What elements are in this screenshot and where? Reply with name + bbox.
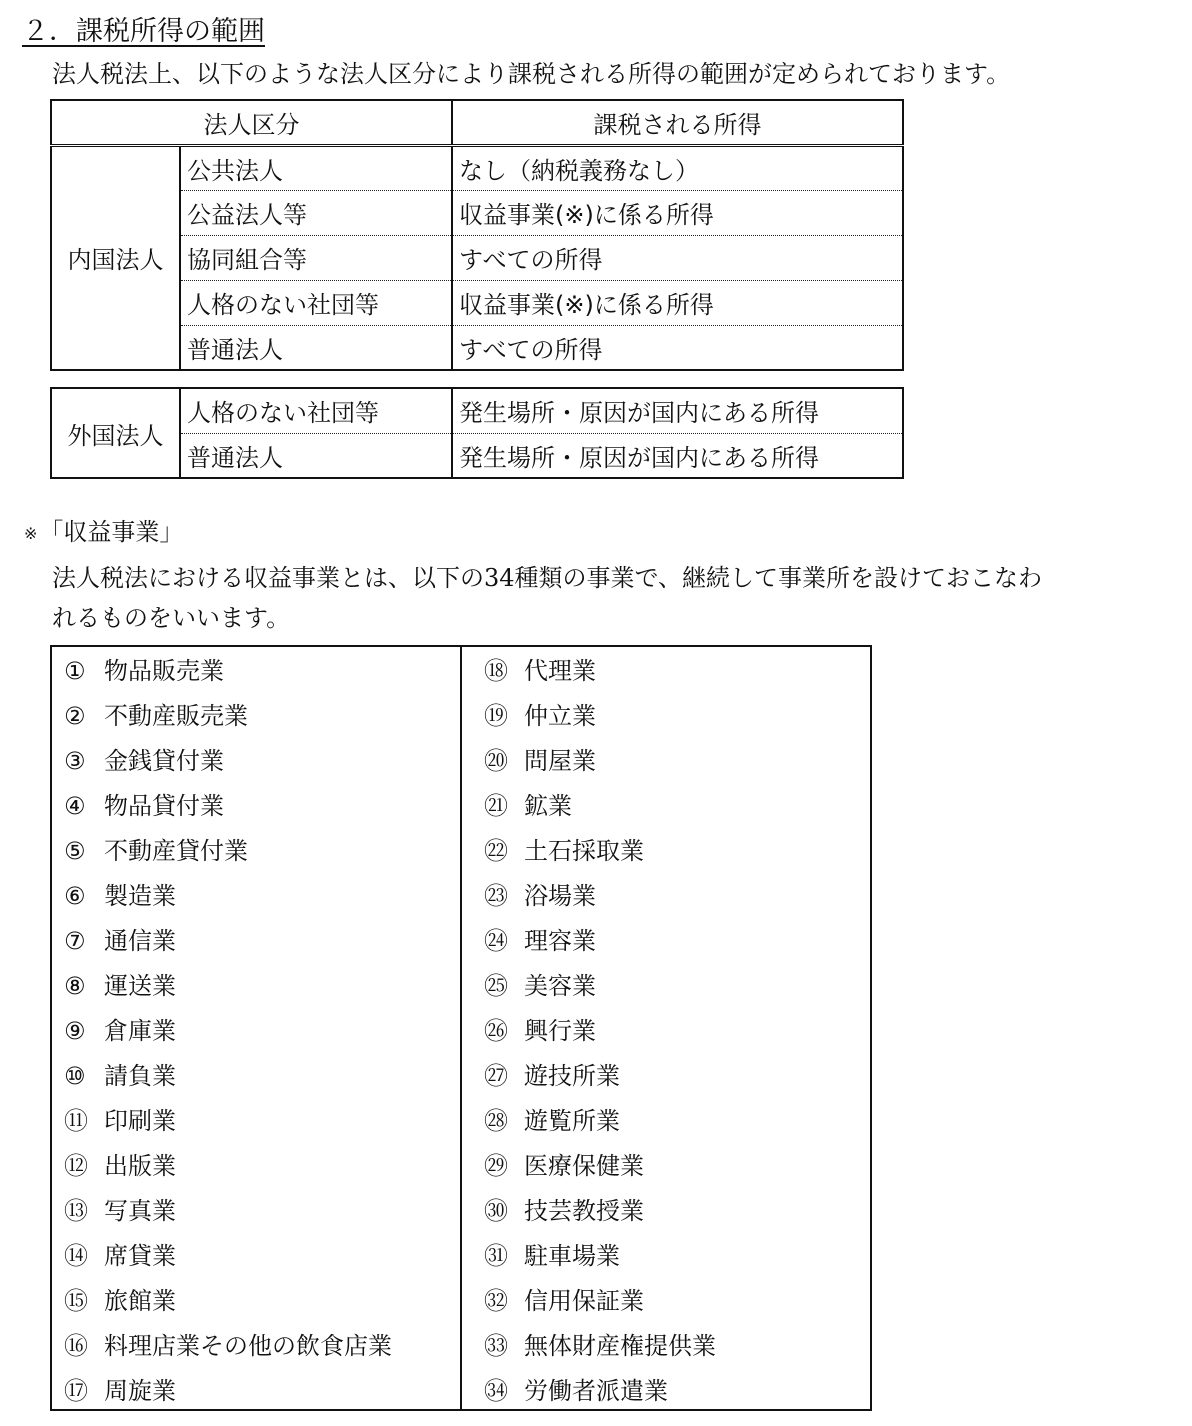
list-item — [484, 1234, 870, 1279]
list-item — [64, 784, 460, 829]
taxable-scope: 収益事業(※)に係る所得 — [452, 280, 903, 325]
list-item-label: 旅館業 — [104, 1287, 176, 1315]
note-title — [24, 514, 183, 552]
list-item-label: 金銭貸付業 — [104, 747, 224, 775]
list-item-number: ㉚ — [484, 1197, 508, 1225]
list-item — [64, 694, 460, 739]
list-item — [64, 1369, 460, 1414]
corporation-type: 普通法人 — [180, 433, 452, 478]
list-item-number: ⑯ — [64, 1332, 88, 1360]
list-item-number: ㉖ — [484, 1017, 508, 1045]
list-item-label: 土石採取業 — [524, 837, 644, 865]
list-item-label: 倉庫業 — [104, 1017, 176, 1045]
list-item — [64, 1189, 460, 1234]
header-classification: 法人区分 — [51, 100, 452, 145]
corporation-type: 人格のない社団等 — [180, 280, 452, 325]
table-header-row — [51, 100, 903, 145]
list-item — [64, 1054, 460, 1099]
list-item-label: 写真業 — [104, 1197, 176, 1225]
list-item-label: 仲立業 — [524, 702, 596, 730]
corporation-type: 公益法人等 — [180, 190, 452, 235]
note-title-text: 「収益事業」 — [39, 518, 184, 546]
list-item — [64, 1279, 460, 1324]
list-item-label: 遊覧所業 — [524, 1107, 620, 1135]
list-item-label: 不動産貸付業 — [104, 837, 248, 865]
list-item — [484, 1144, 870, 1189]
list-item-number: ⑰ — [64, 1377, 88, 1405]
list-item-number: ㉞ — [484, 1377, 508, 1405]
list-item-label: 労働者派遣業 — [524, 1377, 668, 1405]
list-item-label: 技芸教授業 — [524, 1197, 644, 1225]
foreign-corporation-table — [50, 387, 904, 479]
list-item-number: ⑥ — [64, 882, 86, 910]
list-item — [484, 1324, 870, 1369]
list-item-label: 浴場業 — [524, 882, 596, 910]
list-item — [484, 1099, 870, 1144]
list-item-label: 鉱業 — [524, 792, 572, 820]
list-item-number: ⑦ — [64, 927, 86, 955]
list-item-number: ⑨ — [64, 1017, 86, 1045]
list-item — [484, 1009, 870, 1054]
list-item — [484, 1189, 870, 1234]
list-item-label: 駐車場業 — [524, 1242, 620, 1270]
list-item-number: ⑲ — [484, 702, 508, 730]
list-item-number: ㉔ — [484, 927, 508, 955]
list-item — [64, 1144, 460, 1189]
list-item — [484, 784, 870, 829]
list-item — [484, 964, 870, 1009]
list-item-number: ㉑ — [484, 792, 508, 820]
list-item-label: 代理業 — [524, 657, 596, 685]
list-item — [64, 829, 460, 874]
taxable-scope: すべての所得 — [452, 235, 903, 280]
list-item-number: ⑮ — [64, 1287, 88, 1315]
header-taxable-income: 課税される所得 — [452, 100, 903, 145]
list-item-label: 医療保健業 — [524, 1152, 644, 1180]
table-row — [51, 145, 903, 190]
section-heading: ２．課税所得の範囲 — [22, 16, 265, 47]
list-item-label: 出版業 — [104, 1152, 176, 1180]
list-item-number: ⑬ — [64, 1197, 88, 1225]
taxable-scope: 発生場所・原因が国内にある所得 — [459, 443, 819, 472]
list-item-label: 運送業 — [104, 972, 176, 1000]
list-item-label: 物品販売業 — [104, 657, 224, 685]
list-item — [484, 1054, 870, 1099]
list-item-label: 不動産販売業 — [104, 702, 248, 730]
list-item-label: 問屋業 — [524, 747, 596, 775]
list-item-number: ⑭ — [64, 1242, 88, 1270]
list-item-number: ③ — [64, 747, 86, 775]
list-item — [64, 1099, 460, 1144]
business-list-left — [52, 647, 462, 1409]
list-item-number: ㉓ — [484, 882, 508, 910]
list-item-number: ⑩ — [64, 1062, 86, 1090]
list-item — [64, 1009, 460, 1054]
list-item-number: ㉛ — [484, 1242, 508, 1270]
list-item — [484, 829, 870, 874]
corporation-type: 人格のない社団等 — [180, 388, 452, 433]
list-item-label: 料理店業その他の飲食店業 — [104, 1332, 392, 1360]
list-item-number: ⑫ — [64, 1152, 88, 1180]
taxable-scope: 発生場所・原因が国内にある所得 — [452, 388, 903, 433]
note-body-line: れるものをいいます。 — [52, 604, 291, 632]
list-item-label: 製造業 — [104, 882, 176, 910]
list-item-number: ④ — [64, 792, 86, 820]
list-item-number: ⑱ — [484, 657, 508, 685]
list-item — [484, 694, 870, 739]
list-item-label: 席貸業 — [104, 1242, 176, 1270]
intro-text: 法人税法上、以下のような法人区分により課税される所得の範囲が定められております。 — [52, 60, 1011, 88]
list-item-label: 信用保証業 — [524, 1287, 644, 1315]
list-item-number: ㉜ — [484, 1287, 508, 1315]
note-body — [52, 558, 1162, 638]
list-item-number: ㉝ — [484, 1332, 508, 1360]
list-item-number: ㉒ — [484, 837, 508, 865]
list-item-label: 興行業 — [524, 1017, 596, 1045]
list-item-number: ② — [64, 702, 86, 730]
note-body-line: 法人税法における収益事業とは、以下の34種類の事業で、継続して事業所を設けておこなわ — [52, 564, 1043, 592]
list-item-label: 理容業 — [524, 927, 596, 955]
business-list-box — [50, 645, 872, 1411]
list-item-label: 請負業 — [104, 1062, 176, 1090]
list-item — [484, 1369, 870, 1414]
note-mark: ※ — [24, 523, 38, 543]
business-list-right — [462, 647, 870, 1409]
corporation-type: 公共法人 — [180, 145, 452, 190]
corporation-type: 協同組合等 — [180, 235, 452, 280]
list-item-number: ㉗ — [484, 1062, 508, 1090]
list-item — [64, 1324, 460, 1369]
domestic-corporation-table — [50, 99, 904, 371]
list-item-label: 通信業 — [104, 927, 176, 955]
list-item-number: ⑳ — [484, 747, 508, 775]
list-item-label: 美容業 — [524, 972, 596, 1000]
list-item — [484, 739, 870, 784]
list-item-number: ⑤ — [64, 837, 86, 865]
list-item-number: ⑪ — [64, 1107, 88, 1135]
list-item — [484, 874, 870, 919]
taxable-scope: 収益事業(※)に係る所得 — [452, 190, 903, 235]
list-item — [64, 649, 460, 694]
table-row — [51, 388, 903, 433]
list-item — [64, 739, 460, 784]
list-item — [64, 1234, 460, 1279]
list-item-label: 印刷業 — [104, 1107, 176, 1135]
list-item-number: ⑧ — [64, 972, 86, 1000]
list-item — [484, 1279, 870, 1324]
corporation-type: 普通法人 — [180, 325, 452, 370]
list-item-number: ㉕ — [484, 972, 508, 1000]
list-item — [484, 919, 870, 964]
list-item-number: ① — [64, 657, 86, 685]
list-item-label: 無体財産権提供業 — [524, 1332, 716, 1360]
taxable-scope: なし（納税義務なし） — [452, 145, 903, 190]
list-item — [64, 874, 460, 919]
list-item-label: 遊技所業 — [524, 1062, 620, 1090]
group-label-foreign: 外国法人 — [51, 388, 180, 478]
group-label-domestic: 内国法人 — [51, 145, 180, 370]
list-item — [64, 964, 460, 1009]
list-item — [484, 649, 870, 694]
list-item-number: ㉙ — [484, 1152, 508, 1180]
list-item — [64, 919, 460, 964]
list-item-label: 物品貸付業 — [104, 792, 224, 820]
taxable-scope: すべての所得 — [459, 335, 603, 364]
list-item-label: 周旋業 — [104, 1377, 176, 1405]
list-item-number: ㉘ — [484, 1107, 508, 1135]
